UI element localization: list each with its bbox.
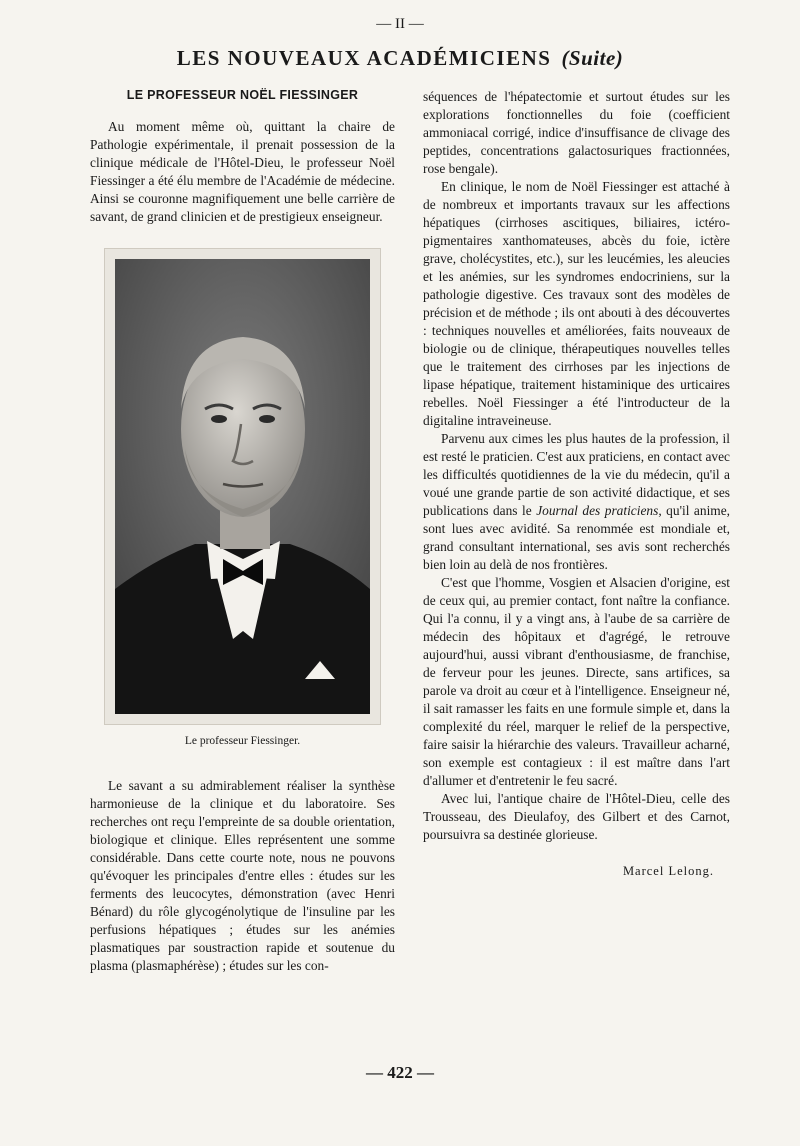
right-paragraph-4: C'est que l'homme, Vosgien et Alsacien d'origine, est de ceux qui, au premier contact, font naître la confiance. Qui l'a connu, il y a vingt ans, à l'aube de sa carrière de médecin des hôpitaux et d'agrégé, le retrouve aujourd'hui, aussi vibrant d'enthousiasme, de franchise, de ferveur pour les jeunes. Directe, sans artifices, sa parole va droit au cœur et à l'intelligence. Enseigneur né, il sait ramasser les faits en une formule simple et, dans la complexité du réel, marquer le relief de la perspective, faire saisir la hiérarchie des valeurs. Travailleur acharné, son exemple est contagieux : il est maître dans l'art d'allumer et d'entretenir le feu sacré. bbox=[423, 575, 730, 788]
journal-title: Journal des praticiens bbox=[536, 503, 659, 518]
left-paragraph-2: Le savant a su admirablement réaliser la synthèse harmonieuse de la clinique et du laboratoire. Ses recherches ont reçu l'empreinte de sa double orientation, biologique et clinique. Elles représentent une somme considérable. Dans cette courte note, nous ne pouvons qu'évoquer les principales d'entre elles : études sur les ferments des leucocytes, démonstration (avec Henri Bénard) du rôle glycogénolytique de l'insuline par les perfusions hépatiques ; études sur les anémies plasmatiques par soustraction rapide et soutenue du plasma (plasmaphérèse) ; études sur les con- bbox=[90, 778, 395, 973]
right-column bbox=[423, 88, 730, 879]
page-title-suite: (Suite) bbox=[561, 46, 624, 70]
right-paragraph-2: En clinique, le nom de Noël Fiessinger est attaché à de nombreux et importants travaux sur les affections hépatiques (cirrhoses ascitiques, biliaires, ictéro-pigmentaires xanthomateuses, abcès du foie, ictère grave, cholécystites, etc.), sur les leucémies, les aleucies et les anémies, sur les syndromes endocriniens, sur la pathologie digestive. Ces travaux sont des modèles de précision et de méthode ; ils ont abouti à des découvertes : techniques nouvelles et améliorées, faits nouveaux de biologie ou de clinique, thérapeutiques nouvelles telles que le traitement des cirrhoses par les injections de lipase hépatique, traitement histaminique des urticaires rebelles. Noël Fiessinger a été l'introducteur de la digitaline intraveineuse. bbox=[423, 179, 730, 428]
portrait-illustration bbox=[115, 259, 370, 714]
right-paragraph-3-after: , qu'il anime, sont lues avec avidité. Sa renommée est mondiale et, grand consultant international, ses avis sont recherchés bien loin au delà de nos frontières. bbox=[423, 503, 730, 572]
portrait-photo bbox=[115, 259, 370, 714]
photo-caption: Le professeur Fiessinger. bbox=[184, 735, 301, 747]
page-header: — II — bbox=[376, 16, 424, 32]
intro-paragraph: Au moment même où, quittant la chaire de Pathologie expérimentale, il prenait possession de la clinique médicale de l'Hôtel-Dieu, le professeur Noël Fiessinger a été élu membre de l'Académie de médecine. Ainsi se couronne magnifiquement une belle carrière de savant, de grand clinicien et de prestigieux enseigneur. bbox=[90, 119, 395, 224]
left-column bbox=[90, 88, 395, 975]
right-paragraph-3 bbox=[423, 430, 730, 574]
page-title-main: LES NOUVEAUX ACADÉMICIENS bbox=[176, 46, 552, 70]
portrait-frame bbox=[104, 248, 381, 725]
right-paragraph-1: séquences de l'hépatectomie et surtout études sur les explorations fonctionnelles du foie (coefficient ammoniacal corrigé, indice d'insuffisance de clivage des peptides, concentrations galactosuriques fractionnées, rose bengale). bbox=[423, 89, 730, 176]
right-paragraph-5: Avec lui, l'antique chaire de l'Hôtel-Dieu, celle des Trousseau, des Dieulafoy, des Gilbert et des Carnot, poursuivra sa destinée glorieuse. bbox=[423, 791, 730, 842]
page-title bbox=[0, 46, 800, 71]
page-number: — 422 — bbox=[366, 1063, 434, 1082]
right-paragraph-3-before: Parvenu aux cimes les plus hautes de la profession, il est resté le praticien. C'est aux praticiens, en contact avec les difficultés quotidiennes de la vie du médecin, qu'il a voué une grande partie de son activité didactique, et ses publications dans le bbox=[423, 431, 730, 518]
article-heading: LE PROFESSEUR NOËL FIESSINGER bbox=[126, 88, 359, 102]
author-signature: Marcel Lelong. bbox=[622, 864, 714, 878]
